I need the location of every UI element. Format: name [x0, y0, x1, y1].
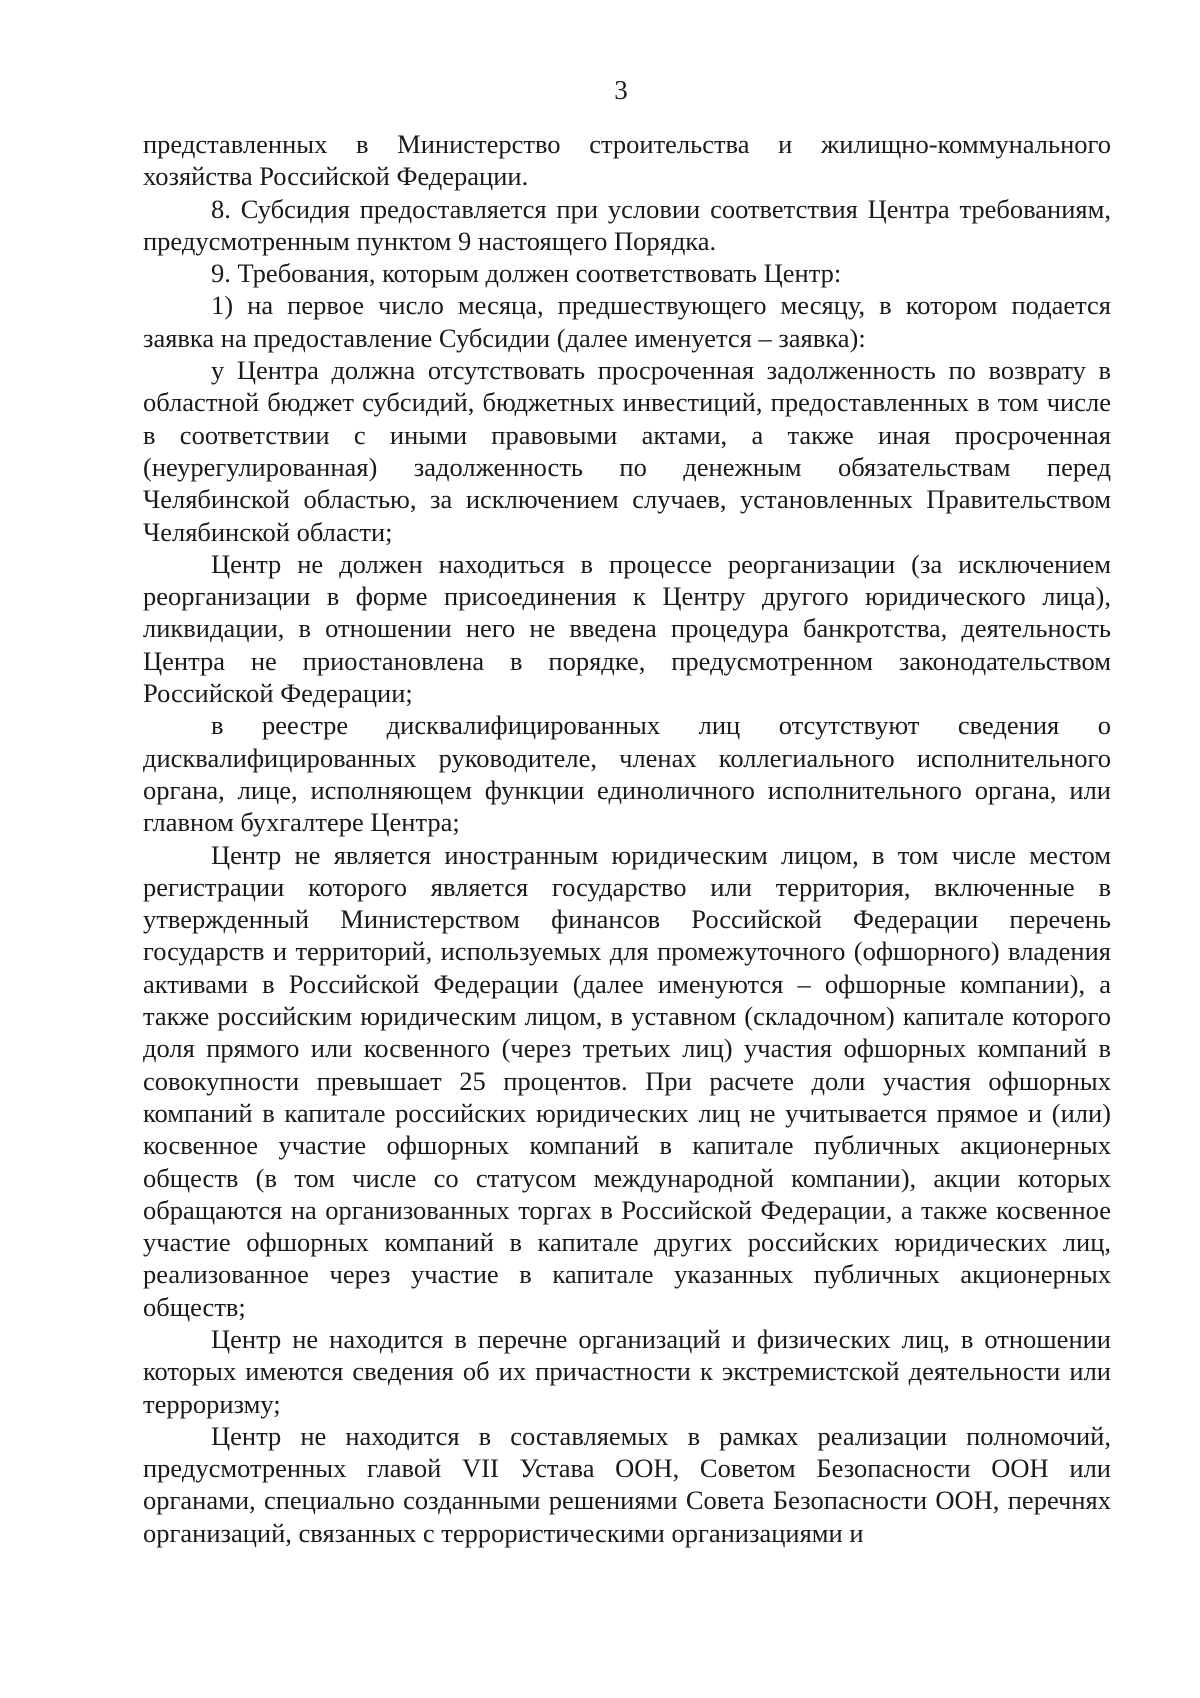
- paragraph: Центр не находится в перечне организаций и физических лиц, в отношении которых имеются сведения об их причастности к экстремистской деятельности или терроризму;: [143, 1323, 1111, 1419]
- page-number: 3: [614, 75, 628, 105]
- document-body: [143, 128, 1111, 1549]
- paragraph: в реестре дисквалифицированных лиц отсутствуют сведения о дисквалифицированных руководителе, членах коллегиального исполнительного органа, лице, исполняющем функции единоличного исполнительного органа, или главном бухгалтере Центра;: [143, 710, 1111, 838]
- paragraph: Центр не находится в составляемых в рамках реализации полномочий, предусмотренных главой VII Устава ООН, Советом Безопасности ООН или органами, специально созданными решениями Совета Безопасности ООН, перечнях организаций, связанных с террористическими организациями и: [143, 1420, 1111, 1548]
- paragraph: Центр не должен находиться в процессе реорганизации (за исключением реорганизации в форме присоединения к Центру другого юридического лица), ликвидации, в отношении него не введена процедура банкротства, деятельность Центра не приостановлена в порядке, предусмотренном законодательством Российской Федерации;: [143, 548, 1111, 709]
- paragraph: у Центра должна отсутствовать просроченная задолженность по возврату в областной бюджет субсидий, бюджетных инвестиций, предоставленных в том числе в соответствии с иными правовыми актами, а также иная просроченная (неурегулированная) задолженность по денежным обязательствам перед Челябинской областью, за исключением случаев, установленных Правительством Челябинской области;: [143, 355, 1111, 547]
- paragraph: представленных в Министерство строительства и жилищно-коммунального хозяйства Российской Федерации.: [143, 129, 1111, 192]
- paragraph: 1) на первое число месяца, предшествующего месяцу, в котором подается заявка на предоставление Субсидии (далее именуется – заявка):: [143, 290, 1111, 353]
- paragraph: 8. Субсидия предоставляется при условии соответствия Центра требованиям, предусмотренным пунктом 9 настоящего Порядка.: [143, 193, 1111, 256]
- paragraph: Центр не является иностранным юридическим лицом, в том числе местом регистрации которого является государство или территория, включенные в утвержденный Министерством финансов Российской Федерации перечень государств и территорий, используемых для промежуточного (офшорного) владения активами в Российской Федерации (далее именуются – офшорные компании), а также российским юридическим лицом, в уставном (складочном) капитале которого доля прямого или косвенного (через третьих лиц) участия офшорных компаний в совокупности превышает 25 процентов. При расчете доли участия офшорных компаний в капитале российских юридических лиц не учитывается прямое и (или) косвенное участие офшорных компаний в капитале публичных акционерных обществ (в том числе со статусом международной компании), акции которых обращаются на организованных торгах в Российской Федерации, а также косвенное участие офшорных компаний в капитале других российских юридических лиц, реализованное через участие в капитале указанных публичных акционерных обществ;: [143, 839, 1111, 1322]
- paragraph: 9. Требования, которым должен соответствовать Центр:: [211, 258, 842, 289]
